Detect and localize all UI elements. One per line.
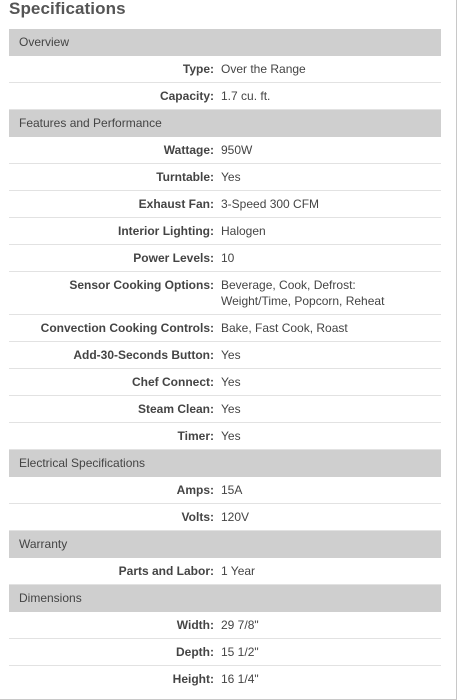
section-header: Features and Performance (9, 110, 441, 137)
spec-value: Yes (221, 348, 241, 362)
spec-label: Timer: (177, 429, 214, 443)
spec-value: 950W (221, 143, 253, 157)
spec-label: Add-30-Seconds Button: (73, 348, 214, 362)
section-header: Electrical Specifications (9, 450, 441, 477)
spec-row (9, 342, 441, 369)
spec-row (9, 272, 441, 315)
spec-label: Steam Clean: (137, 402, 214, 416)
spec-value: 1 Year (221, 564, 256, 578)
spec-value: Beverage, Cook, Defrost: Weight/Time, Popcorn, Reheat (221, 278, 385, 308)
spec-label: Parts and Labor: (118, 564, 214, 578)
spec-value: Yes (221, 170, 241, 184)
spec-row (9, 612, 441, 639)
spec-value: 3-Speed 300 CFM (221, 197, 320, 211)
spec-label: Volts: (181, 510, 214, 524)
spec-label: Convection Cooking Controls: (40, 321, 214, 335)
spec-row (9, 369, 441, 396)
spec-value: Yes (221, 429, 241, 443)
spec-row (9, 504, 441, 531)
spec-label: Sensor Cooking Options: (69, 278, 214, 292)
specifications-table (9, 29, 441, 693)
spec-label: Depth: (176, 645, 214, 659)
spec-row (9, 558, 441, 585)
spec-label: Power Levels: (133, 251, 214, 265)
section-overview (9, 29, 441, 110)
spec-row (9, 137, 441, 164)
spec-value: 1.7 cu. ft. (221, 89, 271, 103)
spec-label: Interior Lighting: (118, 224, 214, 238)
spec-row (9, 477, 441, 504)
section-dimensions (9, 585, 441, 693)
page-title: Specifications (9, 0, 126, 18)
spec-row (9, 315, 441, 342)
section-warranty (9, 531, 441, 585)
section-electrical-specifications (9, 450, 441, 531)
spec-label: Width: (176, 618, 214, 632)
spec-row (9, 396, 441, 423)
spec-row (9, 191, 441, 218)
spec-label: Chef Connect: (132, 375, 214, 389)
spec-value: Yes (221, 402, 241, 416)
spec-label: Type: (182, 62, 214, 76)
spec-row (9, 56, 441, 83)
spec-value: Bake, Fast Cook, Roast (221, 321, 348, 335)
spec-value: 15 1/2" (221, 645, 259, 659)
spec-value: 10 (221, 251, 235, 265)
spec-label: Capacity: (159, 89, 214, 103)
spec-row (9, 218, 441, 245)
spec-row (9, 164, 441, 191)
section-features-and-performance (9, 110, 441, 450)
spec-value: Yes (221, 375, 241, 389)
spec-label: Height: (172, 672, 214, 686)
spec-value: 15A (221, 483, 243, 497)
section-header: Dimensions (9, 585, 441, 612)
spec-value: 120V (221, 510, 250, 524)
spec-value: Over the Range (221, 62, 306, 76)
spec-row (9, 83, 441, 110)
spec-value: 16 1/4" (221, 672, 259, 686)
spec-row (9, 423, 441, 450)
spec-label: Amps: (176, 483, 214, 497)
spec-row (9, 245, 441, 272)
spec-row (9, 666, 441, 693)
spec-value: 29 7/8" (221, 618, 259, 632)
spec-label: Wattage: (163, 143, 214, 157)
spec-label: Turntable: (156, 170, 214, 184)
spec-value: Halogen (221, 224, 266, 238)
spec-label: Exhaust Fan: (138, 197, 214, 211)
section-header: Warranty (9, 531, 441, 558)
spec-row (9, 639, 441, 666)
section-header: Overview (9, 29, 441, 56)
